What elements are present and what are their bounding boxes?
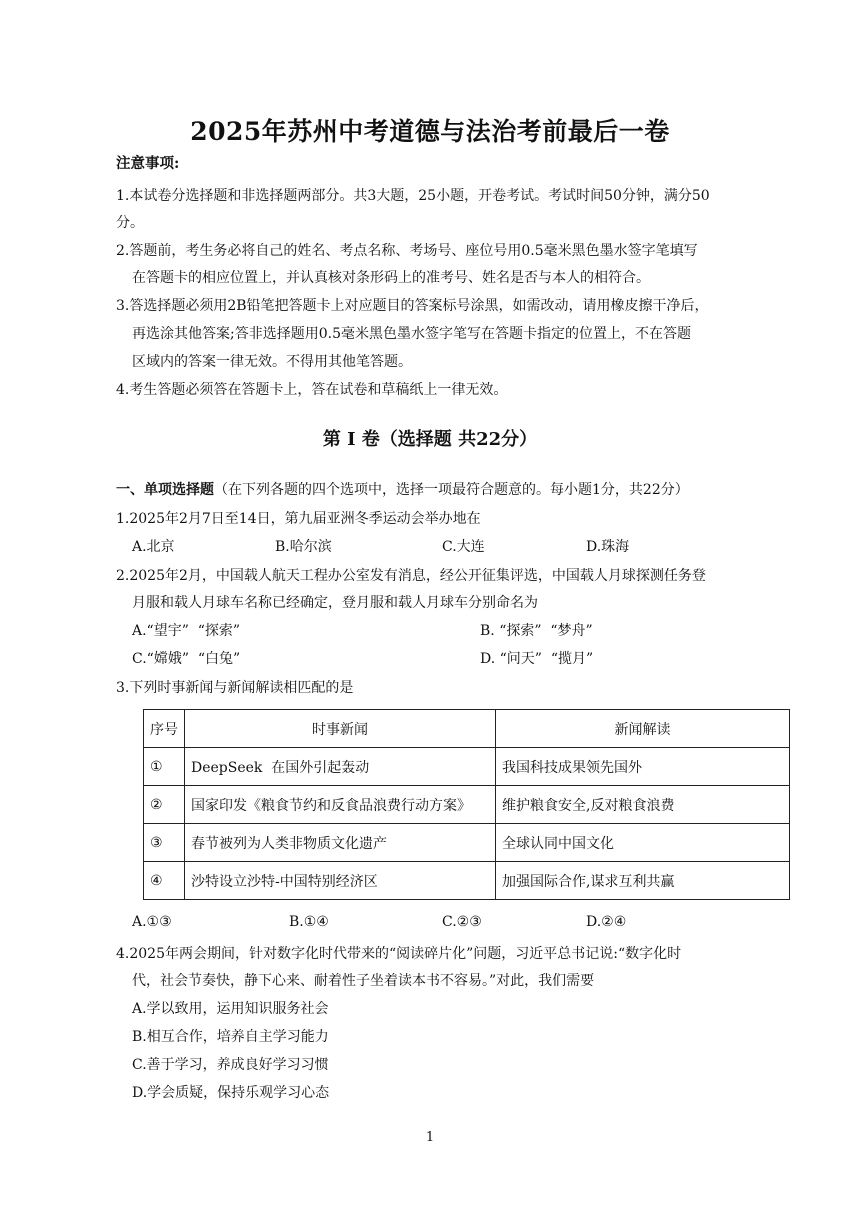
question-2-stem: 2.2025年2月，中国载人航天工程办公室发有消息，经公开征集评选，中国载人月球探测任务登 xyxy=(116,568,706,584)
question-3-stem: 3.下列时事新闻与新闻解读相匹配的是 xyxy=(116,680,354,696)
q4-option-b: B.相互合作，培养自主学习能力 xyxy=(132,1029,329,1045)
notice-line: 4.考生答题必须答在答题卡上，答在试卷和草稿纸上一律无效。 xyxy=(116,382,508,398)
q1-option-a: A.北京 xyxy=(132,539,175,555)
table-row xyxy=(144,786,790,824)
table-header-row xyxy=(144,710,790,748)
table-cell: 维护粮食安全,反对粮食浪费 xyxy=(496,786,790,824)
news-table xyxy=(143,709,790,900)
notice-line: 1.本试卷分选择题和非选择题两部分。共3大题，25小题，开卷考试。考试时间50分钟，满分50 xyxy=(116,188,710,204)
question-1-stem: 1.2025年2月7日至14日，第九届亚洲冬季运动会举办地在 xyxy=(116,511,481,527)
table-cell: 春节被列为人类非物质文化遗产 xyxy=(185,824,496,862)
table-row xyxy=(144,748,790,786)
q4-option-c: C.善于学习，养成良好学习习惯 xyxy=(132,1057,329,1073)
q1-option-d: D.珠海 xyxy=(586,539,630,555)
q3-option-c: C.②③ xyxy=(442,914,482,930)
table-cell: DeepSeek 在国外引起轰动 xyxy=(185,748,496,786)
page-number: 1 xyxy=(425,1130,435,1145)
notice-line: 3.答选择题必须用2B铅笔把答题卡上对应题目的答案标号涂黑，如需改动，请用橡皮擦干净后， xyxy=(116,298,709,314)
notice-line: 分。 xyxy=(116,215,144,231)
q4-option-a: A.学以致用，运用知识服务社会 xyxy=(132,1001,329,1017)
part-heading xyxy=(116,479,689,499)
q3-option-a: A.①③ xyxy=(132,914,172,930)
table-cell: ① xyxy=(144,748,185,786)
table-cell: 我国科技成果领先国外 xyxy=(496,748,790,786)
table-cell: 沙特设立沙特-中国特别经济区 xyxy=(185,862,496,900)
notice-heading: 注意事项: xyxy=(116,155,180,172)
q4-option-d: D.学会质疑，保持乐观学习心态 xyxy=(132,1085,330,1101)
q2-option-d: D. “问天” “揽月” xyxy=(480,651,594,667)
notice-line: 再选涂其他答案;答非选择题用0.5毫米黑色墨水签字笔写在答题卡指定的位置上，不在答题 xyxy=(132,326,691,342)
table-row xyxy=(144,824,790,862)
table-row xyxy=(144,862,790,900)
notice-line: 2.答题前，考生务必将自己的姓名、考点名称、考场号、座位号用0.5毫米黑色墨水签字笔填写 xyxy=(116,243,698,259)
table-cell: ④ xyxy=(144,862,185,900)
question-2-stem: 月服和载人月球车名称已经确定，登月服和载人月球车分别命名为 xyxy=(132,595,538,611)
table-cell: ② xyxy=(144,786,185,824)
q3-option-d: D.②④ xyxy=(586,914,627,930)
part-instruction: （在下列各题的四个选项中，选择一项最符合题意的。每小题1分，共22分） xyxy=(214,482,689,498)
q2-option-b: B. “探索” “梦舟” xyxy=(480,623,593,639)
notice-line: 在答题卡的相应位置上，并认真核对条形码上的准考号、姓名是否与本人的相符合。 xyxy=(132,270,650,286)
q3-option-b: B.①④ xyxy=(289,914,329,930)
question-4-stem: 4.2025年两会期间，针对数字化时代带来的“阅读碎片化”问题，习近平总书记说:“数字化时 xyxy=(116,946,682,962)
q1-option-c: C.大连 xyxy=(442,539,485,555)
question-4-stem: 代，社会节奏快，静下心来、耐着性子坐着读本书不容易。”对此，我们需要 xyxy=(132,973,595,989)
table-header: 新闻解读 xyxy=(496,710,790,748)
notice-line: 区域内的答案一律无效。不得用其他笔答题。 xyxy=(132,354,412,370)
table-header: 时事新闻 xyxy=(185,710,496,748)
q2-option-c: C.“嫦娥” “白兔” xyxy=(132,651,241,667)
table-cell: 全球认同中国文化 xyxy=(496,824,790,862)
q2-option-a: A.“望宇” “探索” xyxy=(132,623,241,639)
table-cell: 加强国际合作,谋求互利共赢 xyxy=(496,862,790,900)
table-header: 序号 xyxy=(144,710,185,748)
q1-option-b: B.哈尔滨 xyxy=(275,539,332,555)
table-cell: ③ xyxy=(144,824,185,862)
part-label: 一、单项选择题 xyxy=(116,482,214,498)
exam-title: 2025年苏州中考道德与法治考前最后一卷 xyxy=(190,117,670,146)
section-title: 第 Ⅰ 卷（选择题 共22分） xyxy=(322,429,538,450)
table-cell: 国家印发《粮食节约和反食品浪费行动方案》 xyxy=(185,786,496,824)
